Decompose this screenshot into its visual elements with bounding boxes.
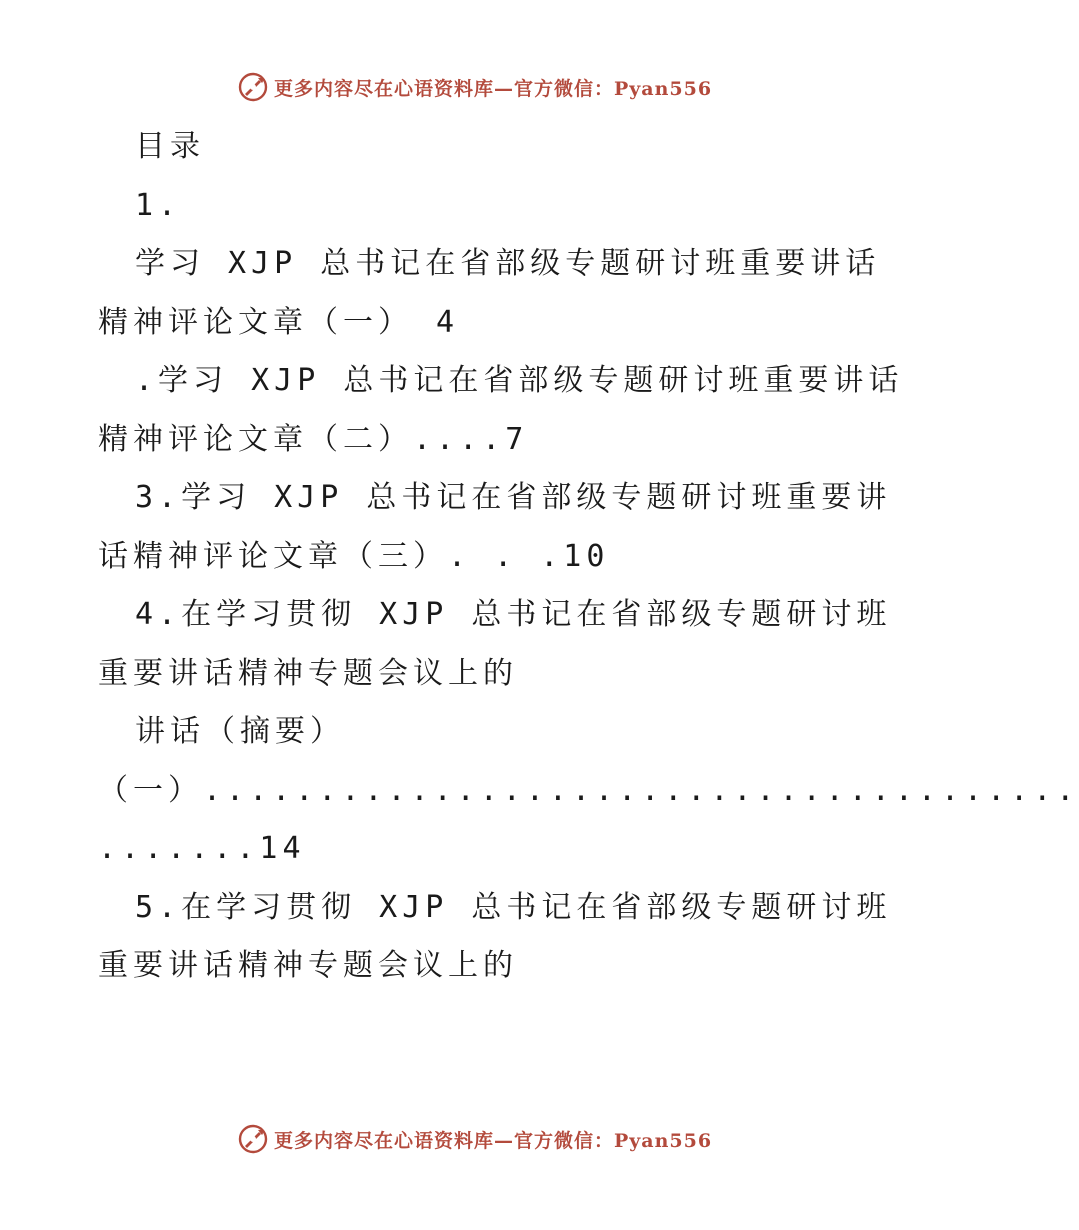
footer-banner-text: 更多内容尽在心语资料库—官方微信：Pyan556 — [273, 1129, 713, 1152]
toc-line: 学习 XJP 总书记在省部级专题研讨班重要讲话 — [135, 246, 881, 281]
toc-line: .学习 XJP 总书记在省部级专题研讨班重要讲话 — [135, 363, 904, 398]
toc-line: 3.学习 XJP 总书记在省部级专题研讨班重要讲 — [135, 480, 892, 515]
toc-line: 1. — [135, 187, 182, 223]
quill-pen-logo-icon — [238, 1124, 268, 1154]
header-banner-text: 更多内容尽在心语资料库—官方微信：Pyan556 — [273, 77, 713, 100]
toc-line: （一）...................................... — [98, 772, 1079, 808]
toc-line: 重要讲话精神专题会议上的 — [98, 655, 518, 691]
toc-line: .......14 — [98, 831, 306, 866]
header-banner — [0, 72, 950, 102]
toc-line: 精神评论文章（一） 4 — [98, 304, 460, 340]
table-of-contents — [98, 118, 1079, 996]
toc-line: 精神评论文章（二）....7 — [98, 421, 529, 457]
toc-line: 话精神评论文章（三）. . .10 — [98, 538, 610, 574]
quill-pen-logo-icon — [238, 72, 268, 102]
toc-line: 讲话（摘要） — [135, 714, 345, 749]
toc-title: 目录 — [135, 129, 205, 164]
toc-line: 4.在学习贯彻 XJP 总书记在省部级专题研讨班 — [135, 597, 892, 632]
toc-line: 5.在学习贯彻 XJP 总书记在省部级专题研讨班 — [135, 889, 892, 925]
toc-line: 重要讲话精神专题会议上的 — [98, 948, 518, 983]
footer-banner — [0, 1124, 950, 1154]
